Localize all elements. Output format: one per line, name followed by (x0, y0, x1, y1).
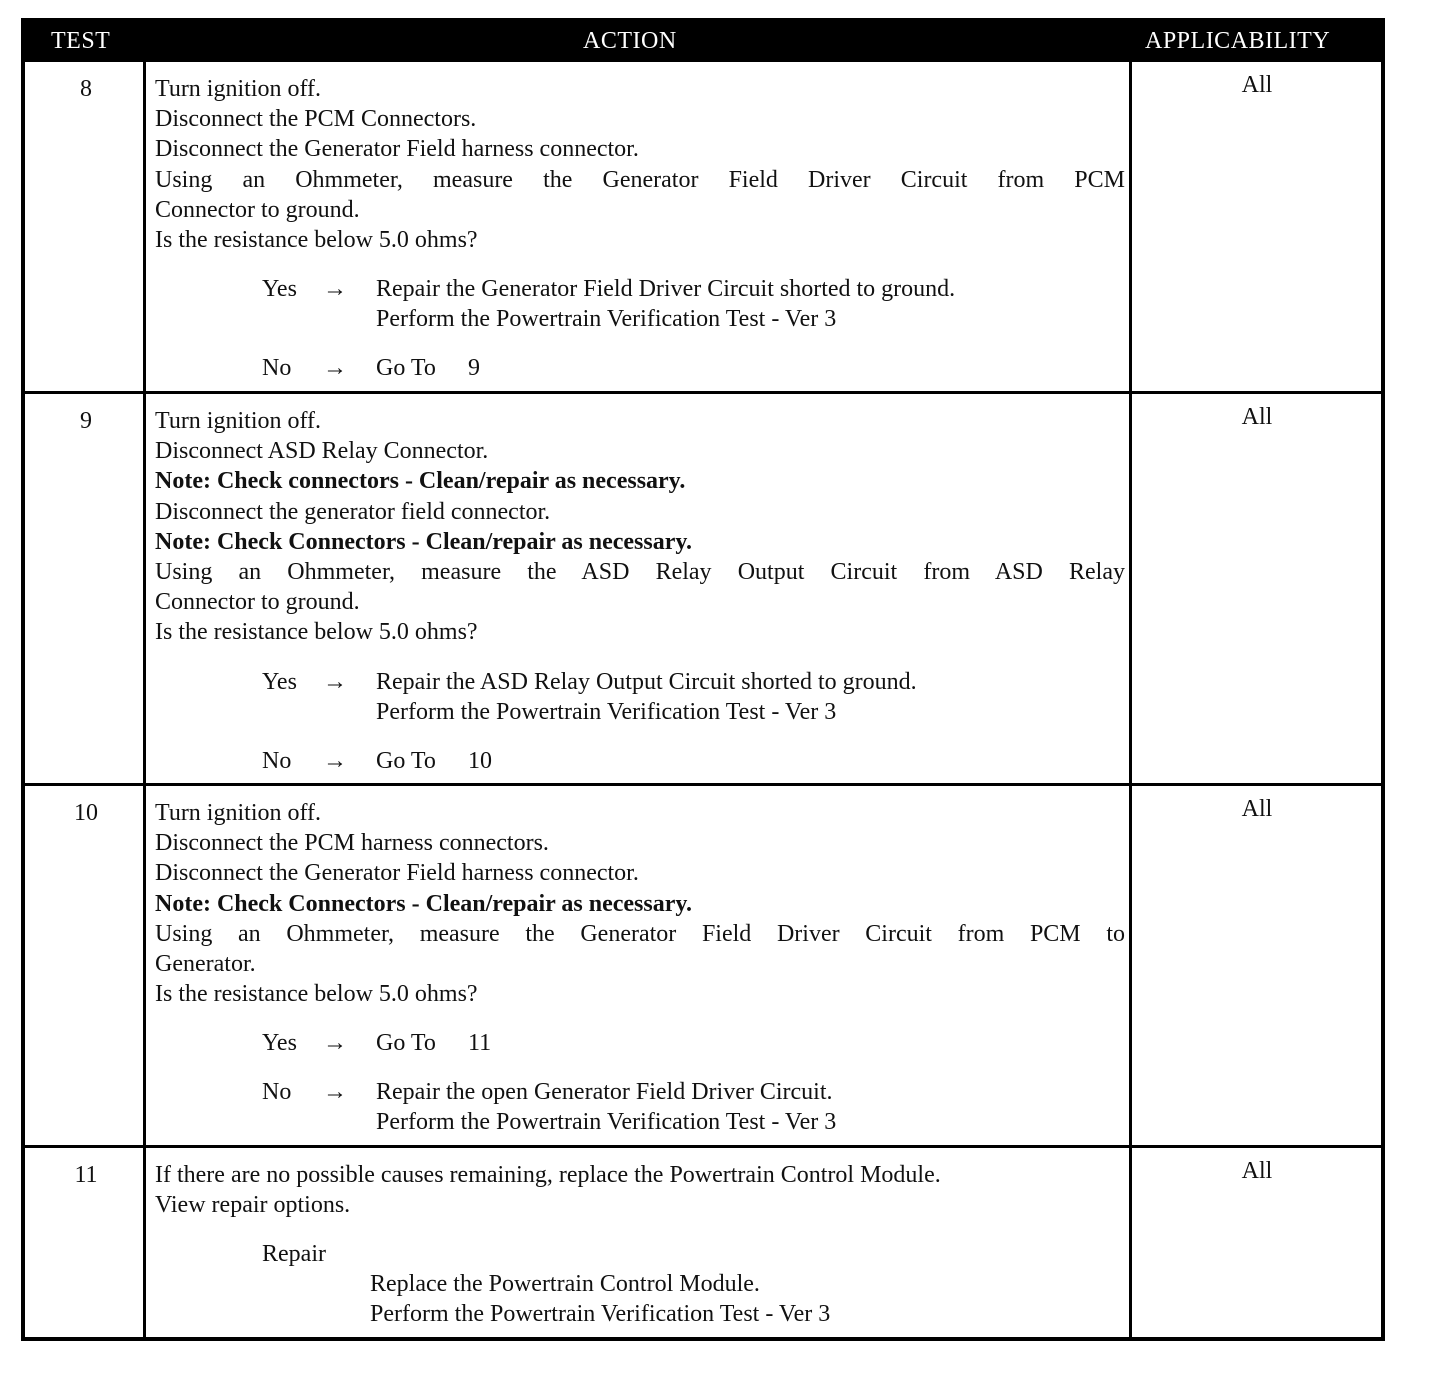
action-line: Disconnect the PCM Connectors. (155, 106, 477, 133)
note-line: Note: Check connectors - Clean/repair as necessary. (155, 468, 686, 495)
action-cell (155, 1160, 1125, 1329)
response-text: Replace the Powertrain Control Module. (370, 1271, 760, 1298)
goto-number: 10 (468, 747, 492, 774)
no-response (155, 1077, 1125, 1107)
repair-response (155, 1239, 1125, 1269)
arrow-icon: → (323, 1030, 347, 1057)
yes-response (155, 667, 1125, 697)
goto-text: Go To (376, 747, 436, 774)
action-line: Disconnect ASD Relay Connector. (155, 438, 489, 465)
test-number: 8 (80, 76, 92, 102)
goto-text: Go To (376, 355, 436, 382)
action-line: Using an Ohmmeter, measure the Generator Field Driver Circuit from PCM to (155, 920, 1125, 947)
applicability-value: All (1241, 1158, 1273, 1184)
action-line: Turn ignition off. (155, 76, 322, 102)
response-text: Repair the open Generator Field Driver Circuit. (376, 1079, 833, 1106)
arrow-icon: → (323, 747, 347, 774)
response-text: Perform the Powertrain Verification Test - Ver 3 (376, 698, 837, 725)
action-line: Using an Ohmmeter, measure the Generator Field Driver Circuit from PCM (155, 166, 1125, 193)
action-cell (155, 74, 1125, 383)
response-text: Perform the Powertrain Verification Test - Ver 3 (376, 1109, 837, 1136)
action-line: Is the resistance below 5.0 ohms? (155, 981, 478, 1008)
goto-text: Go To (376, 1030, 436, 1057)
note-line: Note: Check Connectors - Clean/repair as necessary. (155, 528, 693, 555)
no-response (155, 746, 1125, 776)
applicability-value: All (1241, 796, 1273, 822)
response-text: Perform the Powertrain Verification Test - Ver 3 (370, 1301, 831, 1328)
action-line: Using an Ohmmeter, measure the ASD Relay Output Circuit from ASD Relay (155, 559, 1125, 586)
test-number: 10 (74, 800, 98, 826)
action-line: Is the resistance below 5.0 ohms? (155, 227, 478, 254)
action-line: Disconnect the generator field connector. (155, 498, 551, 525)
row-divider (25, 1145, 1381, 1148)
arrow-icon: → (323, 355, 347, 382)
no-response (155, 353, 1125, 383)
response-text: Repair the ASD Relay Output Circuit shorted to ground. (376, 668, 917, 695)
no-label: No (262, 1079, 292, 1106)
note-line: Note: Check Connectors - Clean/repair as necessary. (155, 890, 693, 917)
yes-label: Yes (262, 668, 297, 695)
header-applicability: APPLICABILITY (1145, 28, 1331, 54)
action-line: Is the resistance below 5.0 ohms? (155, 619, 478, 646)
applicability-value: All (1241, 404, 1273, 430)
yes-label: Yes (262, 276, 297, 303)
test-number: 11 (74, 1162, 98, 1188)
applicability-value: All (1241, 72, 1273, 98)
yes-label: Yes (262, 1030, 297, 1057)
arrow-icon: → (323, 668, 347, 695)
action-line: Connector to ground. (155, 196, 360, 223)
action-line: If there are no possible causes remaining, replace the Powertrain Control Module. (155, 1162, 941, 1188)
yes-response (155, 1028, 1125, 1058)
table-header (25, 22, 1381, 62)
header-action: ACTION (583, 28, 677, 54)
action-line: Disconnect the PCM harness connectors. (155, 830, 549, 857)
action-cell (155, 406, 1125, 776)
row-divider (25, 391, 1381, 394)
action-line: Turn ignition off. (155, 800, 322, 826)
action-line: Disconnect the Generator Field harness connector. (155, 860, 639, 887)
response-text: Perform the Powertrain Verification Test - Ver 3 (376, 306, 837, 333)
header-test: TEST (51, 28, 111, 54)
arrow-icon: → (323, 276, 347, 303)
action-line: Generator. (155, 951, 256, 978)
no-label: No (262, 747, 292, 774)
repair-label: Repair (262, 1241, 326, 1268)
goto-number: 9 (468, 355, 480, 382)
test-number: 9 (80, 408, 92, 434)
diagnostic-table (21, 18, 1385, 1341)
no-label: No (262, 355, 292, 382)
action-line: Connector to ground. (155, 589, 360, 616)
action-line: Disconnect the Generator Field harness connector. (155, 136, 639, 163)
action-line: View repair options. (155, 1192, 351, 1219)
arrow-icon: → (323, 1079, 347, 1106)
row-divider (25, 783, 1381, 786)
goto-number: 11 (468, 1030, 492, 1057)
action-line: Turn ignition off. (155, 408, 322, 434)
response-text: Repair the Generator Field Driver Circuit shorted to ground. (376, 276, 956, 303)
action-cell (155, 798, 1125, 1137)
yes-response (155, 274, 1125, 304)
